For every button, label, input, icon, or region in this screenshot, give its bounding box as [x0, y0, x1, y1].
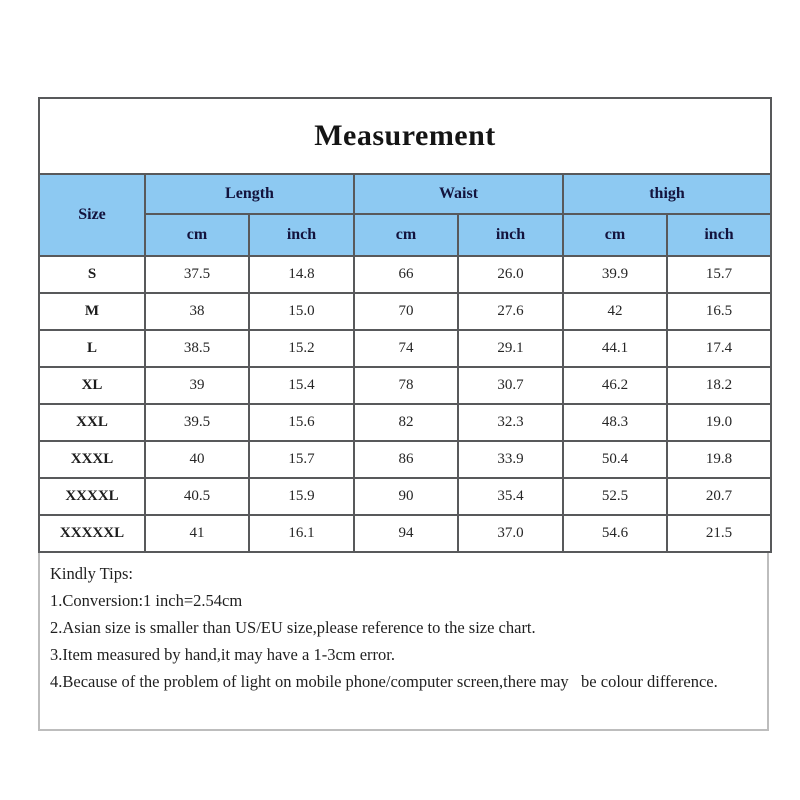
value-cell: 86: [354, 441, 458, 478]
table-row-xxxxxl: [39, 515, 771, 552]
size-cell: S: [39, 256, 145, 293]
value-cell: 66: [354, 256, 458, 293]
value-cell: 15.7: [249, 441, 354, 478]
tip-line-3: 3.Item measured by hand,it may have a 1-3cm error.: [50, 645, 396, 664]
value-cell: 78: [354, 367, 458, 404]
value-cell: 74: [354, 330, 458, 367]
value-cell: 90: [354, 478, 458, 515]
value-cell: 27.6: [458, 293, 563, 330]
column-header-waist-cm: cm: [354, 214, 458, 256]
value-cell: 38.5: [145, 330, 249, 367]
column-group-waist: Waist: [354, 174, 563, 214]
value-cell: 37.0: [458, 515, 563, 552]
column-header-length-cm: cm: [145, 214, 249, 256]
tips-box: [38, 553, 769, 731]
value-cell: 52.5: [563, 478, 667, 515]
column-group-thigh: thigh: [563, 174, 771, 214]
value-cell: 50.4: [563, 441, 667, 478]
value-cell: 40: [145, 441, 249, 478]
column-header-length-inch: inch: [249, 214, 354, 256]
size-chart-content: [38, 97, 770, 731]
value-cell: 44.1: [563, 330, 667, 367]
column-header-size: Size: [39, 174, 145, 256]
table-row-xxxxl: [39, 478, 771, 515]
value-cell: 54.6: [563, 515, 667, 552]
title-row: [39, 98, 771, 174]
value-cell: 15.0: [249, 293, 354, 330]
value-cell: 48.3: [563, 404, 667, 441]
size-cell: XL: [39, 367, 145, 404]
value-cell: 17.4: [667, 330, 771, 367]
value-cell: 16.1: [249, 515, 354, 552]
value-cell: 26.0: [458, 256, 563, 293]
value-cell: 16.5: [667, 293, 771, 330]
value-cell: 94: [354, 515, 458, 552]
value-cell: 15.7: [667, 256, 771, 293]
value-cell: 33.9: [458, 441, 563, 478]
value-cell: 32.3: [458, 404, 563, 441]
value-cell: 46.2: [563, 367, 667, 404]
value-cell: 18.2: [667, 367, 771, 404]
header-unit-row: [39, 214, 771, 256]
size-cell: XXXL: [39, 441, 145, 478]
value-cell: 30.7: [458, 367, 563, 404]
value-cell: 38: [145, 293, 249, 330]
value-cell: 14.8: [249, 256, 354, 293]
tip-line-1: 1.Conversion:1 inch=2.54cm: [50, 591, 243, 610]
table-row-xxxl: [39, 441, 771, 478]
tip-line-2: 2.Asian size is smaller than US/EU size,please reference to the size chart.: [50, 618, 536, 637]
tips-heading: Kindly Tips:: [50, 564, 133, 583]
tip-line-4: 4.Because of the problem of light on mobile phone/computer screen,there may be colour difference.: [50, 672, 718, 691]
value-cell: 15.6: [249, 404, 354, 441]
size-cell: XXXXL: [39, 478, 145, 515]
value-cell: 42: [563, 293, 667, 330]
value-cell: 29.1: [458, 330, 563, 367]
value-cell: 40.5: [145, 478, 249, 515]
table-row-xxl: [39, 404, 771, 441]
value-cell: 21.5: [667, 515, 771, 552]
column-header-waist-inch: inch: [458, 214, 563, 256]
table-row-s: [39, 256, 771, 293]
value-cell: 15.2: [249, 330, 354, 367]
column-header-thigh-cm: cm: [563, 214, 667, 256]
value-cell: 37.5: [145, 256, 249, 293]
column-group-length: Length: [145, 174, 354, 214]
value-cell: 19.0: [667, 404, 771, 441]
header-group-row: [39, 174, 771, 214]
value-cell: 15.4: [249, 367, 354, 404]
value-cell: 20.7: [667, 478, 771, 515]
size-cell: L: [39, 330, 145, 367]
value-cell: 70: [354, 293, 458, 330]
page-title: Measurement: [39, 98, 771, 174]
column-header-thigh-inch: inch: [667, 214, 771, 256]
value-cell: 39.5: [145, 404, 249, 441]
table-row-l: [39, 330, 771, 367]
value-cell: 35.4: [458, 478, 563, 515]
table-row-m: [39, 293, 771, 330]
value-cell: 39: [145, 367, 249, 404]
value-cell: 41: [145, 515, 249, 552]
value-cell: 82: [354, 404, 458, 441]
size-cell: XXL: [39, 404, 145, 441]
value-cell: 19.8: [667, 441, 771, 478]
size-cell: M: [39, 293, 145, 330]
size-cell: XXXXXL: [39, 515, 145, 552]
value-cell: 15.9: [249, 478, 354, 515]
value-cell: 39.9: [563, 256, 667, 293]
measurement-table: [38, 97, 772, 553]
table-row-xl: [39, 367, 771, 404]
